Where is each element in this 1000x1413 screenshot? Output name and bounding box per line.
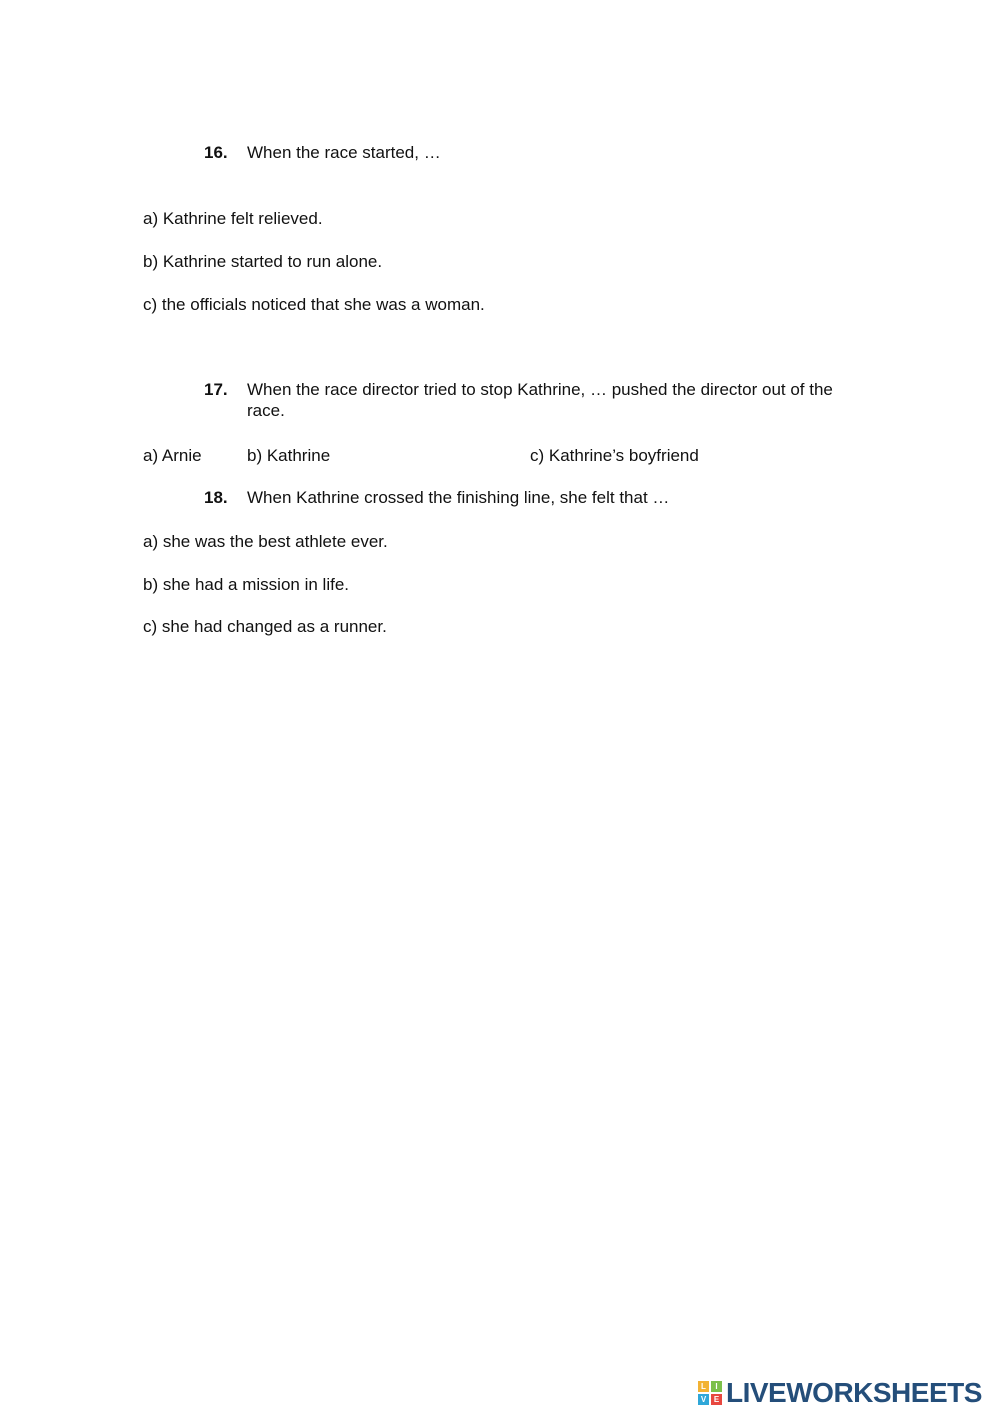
question-18-option-a: a) she was the best athlete ever. bbox=[143, 532, 388, 551]
logo-block: E bbox=[711, 1394, 722, 1405]
question-16-option-c: c) the officials noticed that she was a woman. bbox=[143, 295, 485, 314]
question-17-option-c: c) Kathrine’s boyfriend bbox=[530, 446, 699, 465]
logo-block: I bbox=[711, 1381, 722, 1392]
question-16-option-a: a) Kathrine felt relieved. bbox=[143, 209, 323, 228]
question-17-option-a: a) Arnie bbox=[143, 446, 202, 465]
question-18-number: 18. bbox=[204, 488, 228, 507]
logo-block: L bbox=[698, 1381, 709, 1392]
question-16-text: When the race started, … bbox=[247, 143, 441, 162]
question-17-option-b: b) Kathrine bbox=[247, 446, 331, 465]
question-18-option-b: b) she had a mission in life. bbox=[143, 575, 349, 594]
question-18-text: When Kathrine crossed the finishing line, she felt that … bbox=[247, 488, 670, 507]
question-16-option-b: b) Kathrine started to run alone. bbox=[143, 252, 383, 271]
question-17-text: When the race director tried to stop Kathrine, … pushed the director out of the race. bbox=[247, 380, 833, 420]
logo-text: LIVEWORKSHEETS bbox=[726, 1377, 982, 1408]
logo-block: V bbox=[698, 1394, 709, 1405]
liveworksheets-logo bbox=[698, 1378, 982, 1408]
question-17-number: 17. bbox=[204, 380, 228, 399]
logo-blocks-icon bbox=[698, 1381, 722, 1405]
question-16-number: 16. bbox=[204, 143, 228, 162]
question-18-option-c: c) she had changed as a runner. bbox=[143, 617, 387, 636]
